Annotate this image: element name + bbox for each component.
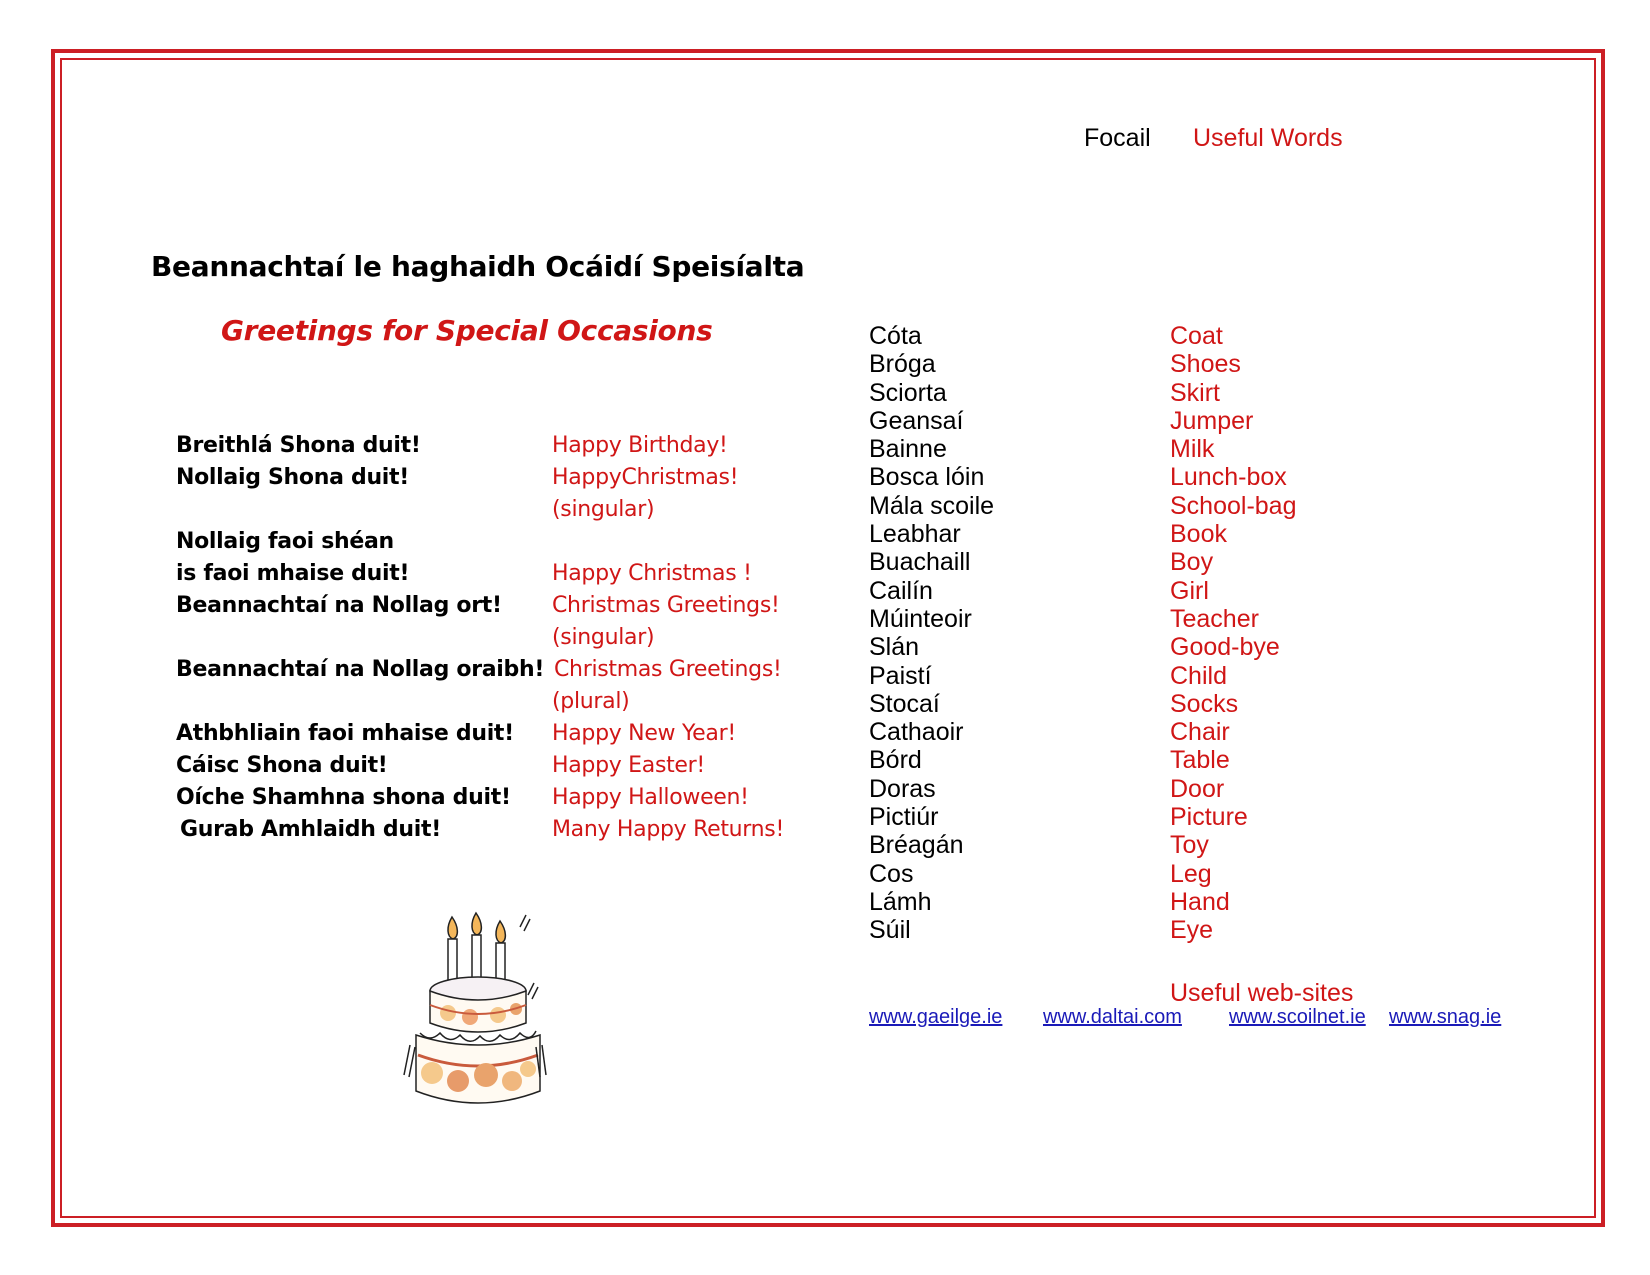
vocab-irish-word: Cóta bbox=[869, 322, 922, 350]
link-gaeilge[interactable]: www.gaeilge.ie bbox=[869, 1006, 1003, 1028]
vocab-irish-word: Bróga bbox=[869, 350, 936, 379]
link-snag[interactable]: www.snag.ie bbox=[1389, 1006, 1502, 1028]
greeting-irish: Oíche Shamhna shona duit! bbox=[176, 785, 511, 810]
vocab-irish-word: Mála scoile bbox=[869, 491, 995, 520]
vocab-irish-word: Cos bbox=[869, 859, 914, 888]
vocab-irish-word: Pictiúr bbox=[869, 803, 939, 832]
vocab-english-word: Lunch-box bbox=[1170, 463, 1287, 492]
greeting-irish: Breithlá Shona duit! bbox=[176, 433, 421, 458]
greeting-english: Happy Easter! bbox=[552, 753, 705, 778]
vocab-irish-word: Bosca lóin bbox=[869, 463, 985, 492]
vocab-english-word: Table bbox=[1170, 746, 1230, 775]
vocab-english-word: Coat bbox=[1170, 322, 1223, 350]
greeting-irish: Beannachtaí na Nollag ort! bbox=[176, 593, 502, 618]
vocab-english-word: Chair bbox=[1170, 718, 1230, 747]
greeting-irish: Athbhliain faoi mhaise duit! bbox=[176, 721, 514, 746]
vocab-english-word: Jumper bbox=[1170, 406, 1254, 435]
vocabulary-english-list bbox=[1170, 322, 1296, 945]
useful-websites-heading: Useful web-sites bbox=[1170, 979, 1354, 1007]
greetings-title-english: Greetings for Special Occasions bbox=[221, 314, 713, 347]
vocab-english-word: Toy bbox=[1170, 831, 1209, 860]
vocab-irish-word: Cailín bbox=[869, 576, 933, 605]
greeting-english: Happy Halloween! bbox=[552, 785, 749, 810]
vocab-irish-word: Súil bbox=[869, 916, 911, 945]
link-scoilnet[interactable]: www.scoilnet.ie bbox=[1229, 1006, 1366, 1028]
vocab-english-word: Boy bbox=[1170, 548, 1214, 577]
greeting-english: Happy Christmas ! bbox=[552, 561, 752, 586]
vocab-english-word: Girl bbox=[1170, 576, 1209, 605]
vocab-english-word: Child bbox=[1170, 661, 1227, 690]
greeting-english: Christmas Greetings! bbox=[552, 593, 780, 618]
birthday-cake-icon bbox=[400, 905, 550, 1125]
vocab-irish-word: Leabhar bbox=[869, 520, 961, 549]
vocab-english-word: School-bag bbox=[1170, 491, 1297, 520]
page-border-inner bbox=[60, 58, 1596, 1218]
vocab-english-word: Leg bbox=[1170, 859, 1212, 888]
greeting-irish: Nollaig Shona duit! bbox=[176, 465, 409, 490]
vocab-english-word: Teacher bbox=[1170, 604, 1259, 633]
vocab-irish-word: Geansaí bbox=[869, 406, 964, 435]
greeting-irish: is faoi mhaise duit! bbox=[176, 561, 410, 586]
vocab-english-word: Eye bbox=[1170, 916, 1214, 945]
header-focail: Focail bbox=[1084, 124, 1151, 152]
header-useful-words: Useful Words bbox=[1193, 124, 1343, 152]
greeting-irish: Beannachtaí na Nollag oraibh! bbox=[176, 657, 545, 682]
greeting-english: Christmas Greetings! bbox=[554, 657, 782, 682]
vocab-irish-word: Bórd bbox=[869, 746, 922, 775]
greeting-irish: Nollaig faoi shéan bbox=[176, 529, 394, 554]
vocab-irish-word: Buachaill bbox=[869, 548, 971, 577]
greeting-english-note: (plural) bbox=[552, 689, 630, 714]
vocabulary-irish-list bbox=[869, 322, 994, 945]
vocab-english-word: Milk bbox=[1170, 435, 1215, 464]
vocab-irish-word: Lámh bbox=[869, 887, 932, 916]
vocab-irish-word: Bréagán bbox=[869, 831, 964, 860]
greeting-irish: Gurab Amhlaidh duit! bbox=[180, 817, 441, 842]
vocab-english-word: Hand bbox=[1170, 887, 1230, 916]
vocab-english-word: Socks bbox=[1170, 689, 1239, 718]
greeting-english: Happy Birthday! bbox=[552, 433, 728, 458]
greeting-english-note: (singular) bbox=[552, 497, 655, 522]
vocab-irish-word: Bainne bbox=[869, 435, 947, 464]
greetings-title-irish: Beannachtaí le haghaidh Ocáidí Speisíalta bbox=[151, 250, 805, 283]
link-daltai[interactable]: www.daltai.com bbox=[1043, 1006, 1182, 1028]
vocab-irish-word: Slán bbox=[869, 633, 920, 662]
vocab-irish-word: Múinteoir bbox=[869, 604, 972, 633]
vocab-irish-word: Sciorta bbox=[869, 378, 947, 407]
greeting-english-note: (singular) bbox=[552, 625, 655, 650]
vocab-english-word: Book bbox=[1170, 520, 1227, 549]
vocab-english-word: Shoes bbox=[1170, 350, 1241, 379]
vocab-english-word: Skirt bbox=[1170, 378, 1220, 407]
greeting-english: Many Happy Returns! bbox=[552, 817, 784, 842]
greeting-irish: Cáisc Shona duit! bbox=[176, 753, 388, 778]
greeting-english: Happy New Year! bbox=[552, 721, 736, 746]
vocab-irish-word: Stocaí bbox=[869, 689, 940, 718]
vocab-irish-word: Doras bbox=[869, 774, 936, 803]
vocab-english-word: Door bbox=[1170, 774, 1225, 803]
vocab-english-word: Picture bbox=[1170, 803, 1248, 832]
greeting-english: HappyChristmas! bbox=[552, 465, 739, 490]
vocab-irish-word: Cathaoir bbox=[869, 718, 964, 747]
vocab-irish-word: Paistí bbox=[869, 661, 932, 690]
vocab-english-word: Good-bye bbox=[1170, 633, 1280, 662]
